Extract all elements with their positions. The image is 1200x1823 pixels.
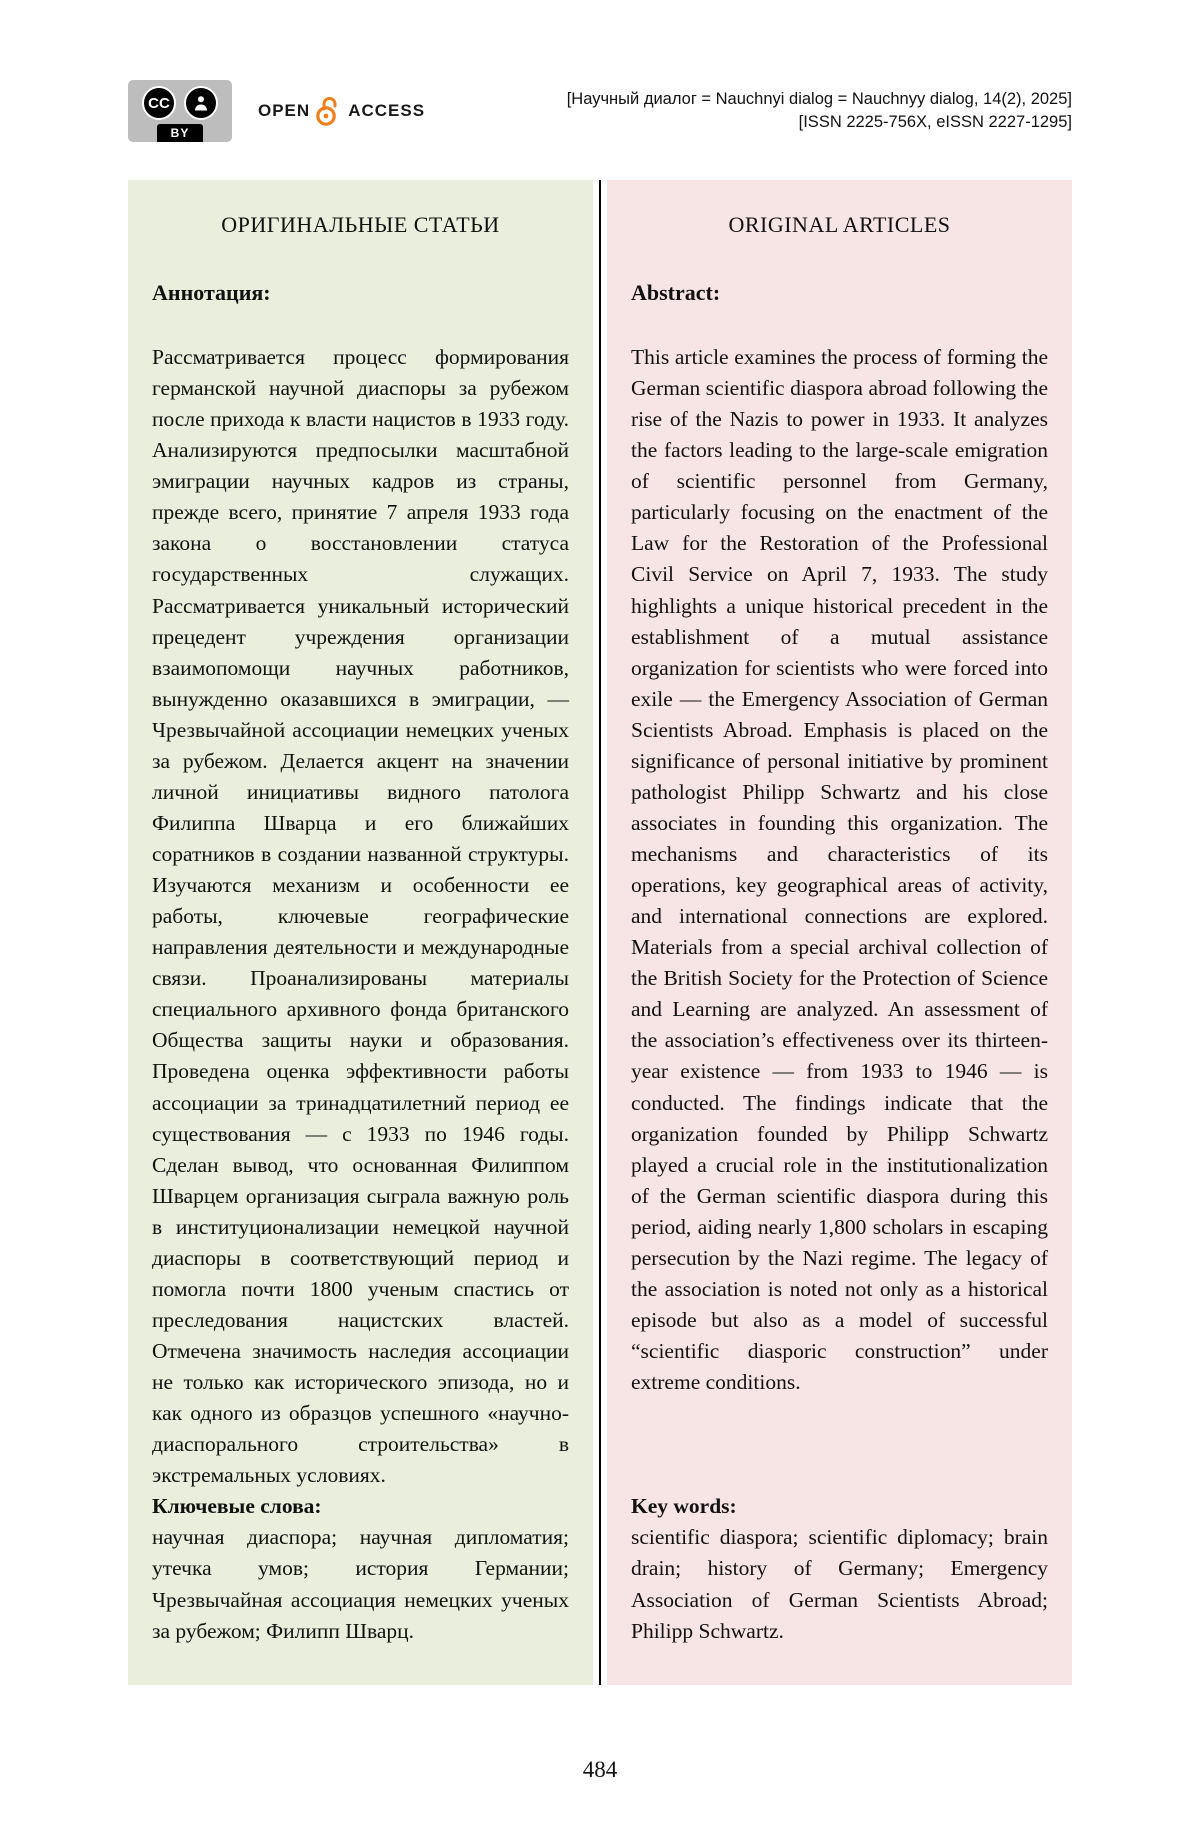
abstract-text-en: This article examines the process of forming the German scientific diaspora abroad following the rise of the Nazis to power in 1933. It analyzes the factors leading to the large-scale emigration of scientific personnel from Germany, particularly focusing on the enactment of the Law for the Restoration of the Professional Civil Service on April 7, 1933. The study highlights a unique historical precedent in the establishment of a mutual assistance organization for scientists who were forced into exile — the Emergency Association of German Scientists Abroad. Emphasis is placed on the significance of personal initiative by prominent pathologist Philipp Schwartz and his close associates in founding this organization. The mechanisms and characteristics of its operations, key geographical areas of activity, and international connections are explored. Materials from a special archival collection of the British Society for the Protection of Science and Learning are analyzed. An assessment of the association’s effectiveness over its thirteen-year existence — from 1933 to 1946 — is conducted. The findings indicate that the organization founded by Philipp Schwartz played a crucial role in the institutionalization of the German scientific diaspora during this period, aiding nearly 1,800 scholars in escaping persecution by the Nazi regime. The legacy of the association is noted not only as a historical episode but also as a model of successful “scientific diasporic construction” under extreme conditions. <box>631 345 1048 1395</box>
keywords-text-ru: научная диаспора; научная дипломатия; утечка умов; история Германии; Чрезвычайная ассоциация немецких ученых за рубежом; Филипп Шварц. <box>152 1525 569 1643</box>
citation-line-1: [Научный диалог = Nauchnyi dialog = Nauchnyy dialog, 14(2), 2025] <box>566 90 1072 108</box>
abstract-text-ru: Рассматривается процесс формирования германской научной диаспоры за рубежом после прихода к власти нацистов в 1933 году. Анализируются предпосылки масштабной эмиграции научных кадров из страны, прежде всего, принятие 7 апреля 1933 года закона о восстановлении статуса государственных служащих. Рассматривается уникальный исторический прецедент учреждения организации взаимопомощи научных работников, вынужденно оказавшихся в эмиграции, — Чрезвычайной ассоциации немецких ученых за рубежом. Делается акцент на значении личной инициативы видного патолога Филиппа Шварца и его ближайших соратников в создании названной структуры. Изучаются механизм и особенности ее работы, ключевые географические направления деятельности и международные связи. Проанализированы материалы специального архивного фонда британского Общества защиты науки и образования. Проведена оценка эффективности работы ассоциации за тринадцатилетний период ее существования — с 1933 по 1946 годы. Сделан вывод, что основанная Филиппом Шварцем организация сыграла важную роль в институционализации немецкой научной диаспоры в соответствующий период и помогла почти 1800 ученым спастись от преследования нацистских властей. Отмечена значимость наследия ассоциации не только как исторического эпизода, но и как одного из образцов успешного «научно-диаспорального строительства» в экстремальных условиях. <box>152 345 569 1488</box>
abstract-label-ru: Аннотация: <box>152 280 271 305</box>
keywords-label-en: Key words: <box>631 1494 737 1519</box>
open-access-logo <box>258 96 425 126</box>
abstract-label-en: Abstract: <box>631 280 721 305</box>
journal-citation <box>567 80 1072 134</box>
citation-line-2: [ISSN 2225-756X, eISSN 2227-1295] <box>798 113 1072 132</box>
open-lock-icon <box>316 96 342 126</box>
section-title-en: ORIGINAL ARTICLES <box>728 212 951 237</box>
russian-abstract-column <box>128 180 593 1685</box>
license-logos <box>128 80 425 142</box>
page-footer <box>128 1757 1072 1783</box>
cc-by-license-badge <box>128 80 232 142</box>
page-number: 484 <box>582 1757 618 1783</box>
section-title-ru: ОРИГИНАЛЬНЫЕ СТАТЬИ <box>221 212 500 237</box>
keywords-block-en <box>631 1491 1048 1669</box>
page-header <box>128 80 1072 142</box>
cc-by-label: BY <box>157 124 204 142</box>
keywords-label-ru: Ключевые слова: <box>152 1494 322 1519</box>
cc-circles <box>142 86 218 120</box>
attribution-person-icon <box>184 86 218 120</box>
cc-icon: CC <box>142 86 176 120</box>
keywords-block-ru <box>152 1491 569 1669</box>
two-column-abstract <box>128 180 1072 1685</box>
english-abstract-column <box>607 180 1072 1685</box>
keywords-text-en: scientific diaspora; scientific diplomacy; brain drain; history of Germany; Emergency Association of German Scientists Abroad; Philipp Schwartz. <box>631 1525 1048 1643</box>
open-access-access-text: ACCESS <box>348 101 426 120</box>
column-divider-line <box>593 180 607 1685</box>
open-access-open-text: OPEN <box>258 101 311 120</box>
